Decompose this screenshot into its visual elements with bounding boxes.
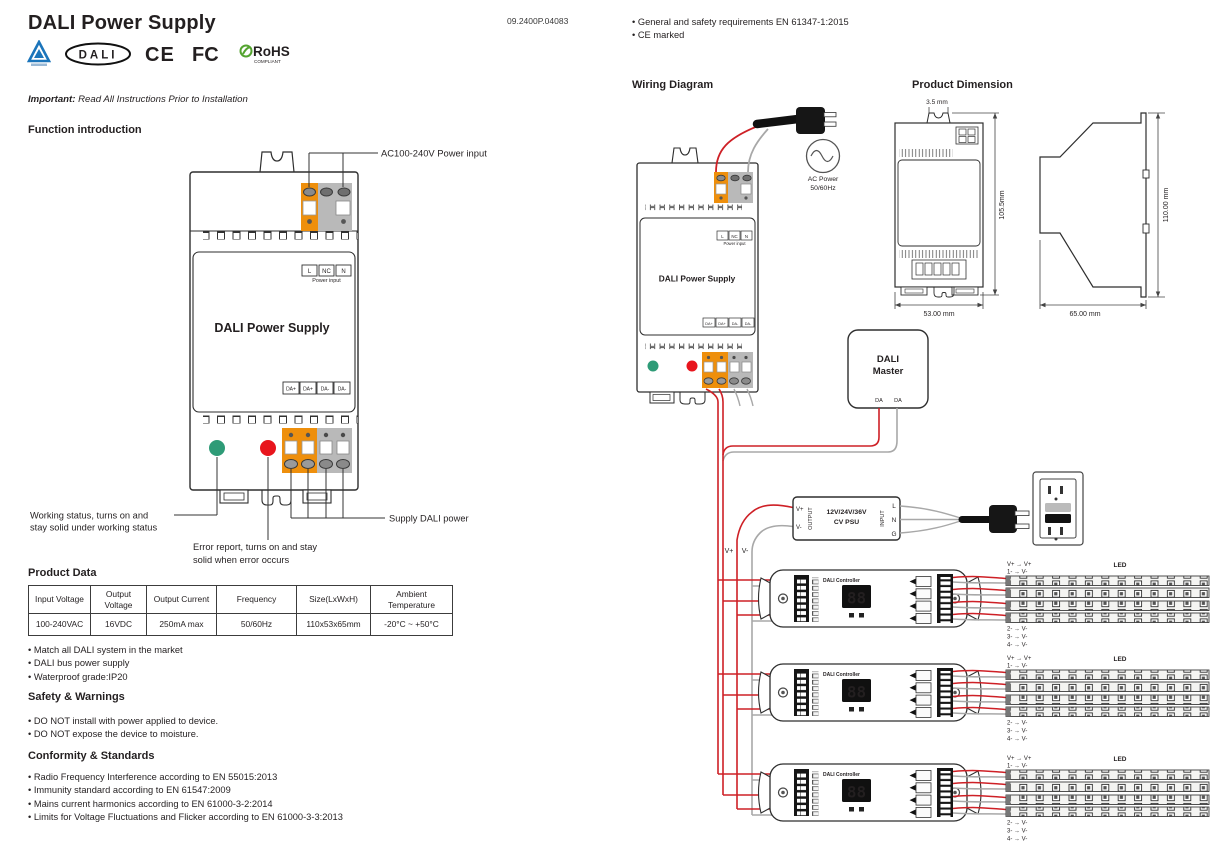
bullet-item: • Mains current harmonics according to EN 61000-3-2:2014 — [28, 798, 343, 811]
ce-mark-text: CE — [145, 44, 175, 66]
da-label: DA+ — [286, 386, 296, 393]
bullet-item: • Immunity standard according to EN 61547:2009 — [28, 784, 343, 797]
working-status-led — [648, 361, 659, 372]
certification-logos — [27, 40, 299, 68]
dali-logo-text: DALI — [78, 49, 118, 62]
dali-master-label: Master — [872, 366, 904, 377]
cell-input-voltage: 100-240VAC — [29, 614, 91, 636]
da-label: DA- — [320, 386, 330, 393]
doc-number: 09.2400P.04083 — [507, 16, 569, 26]
important-label: Important: — [28, 94, 76, 105]
svg-text:DA-: DA- — [744, 321, 752, 326]
psu-bottom-terminals — [282, 428, 352, 473]
function-introduction-figure — [20, 138, 520, 570]
bus-vplus-label: V+ — [724, 548, 734, 555]
error-led — [260, 440, 276, 456]
ac-freq-label: 50/60Hz — [810, 185, 836, 192]
rohs-text: RoHS — [253, 44, 290, 59]
power-plug — [989, 505, 1017, 533]
conformity-bullets — [28, 771, 343, 825]
col-header: Input Voltage — [29, 586, 91, 614]
bullet-item: • DO NOT expose the device to moisture. — [28, 728, 218, 741]
feature-bullets — [28, 644, 183, 684]
dimension-side-view — [1040, 113, 1170, 318]
dali-master — [848, 330, 928, 408]
dali-master-label: DALI — [876, 354, 900, 365]
dali-logo — [64, 42, 132, 66]
power-input-label: Power input — [312, 278, 341, 284]
working-status-led — [209, 440, 225, 456]
dim-side-height: 110.00 mm — [1163, 187, 1170, 223]
cell-ambient-temp: -20°C ~ +50°C — [371, 614, 453, 636]
svg-text:DA+: DA+ — [718, 321, 726, 326]
terminal-nc-label: NC — [322, 269, 331, 276]
psu-n-label: N — [891, 517, 897, 524]
cell-frequency: 50/60Hz — [217, 614, 297, 636]
safety-bullets — [28, 715, 218, 742]
page-title: DALI Power Supply — [28, 12, 216, 34]
supply-dali-annotation: Supply DALI power — [389, 513, 469, 524]
standards-bullets — [632, 16, 849, 43]
col-header: Ambient Temperature — [371, 586, 453, 614]
col-header: Output Current — [147, 586, 217, 614]
terminal-n-label: N — [744, 233, 749, 239]
heading-wiring-diagram: Wiring Diagram — [632, 79, 714, 91]
dim-front-height: 105.5mm — [999, 190, 1006, 220]
wall-outlet — [1033, 472, 1083, 545]
psu-rating-label: 12V/24V/36V — [826, 509, 867, 516]
heading-product-data: Product Data — [28, 567, 97, 579]
psu-input-label: INPUT — [880, 510, 886, 527]
product-data-table — [28, 585, 453, 636]
psu-output-label: OUTPUT — [808, 507, 814, 530]
da-terminal-label: DA — [875, 398, 883, 404]
bus-vminus-label: V- — [741, 548, 749, 555]
working-status-annotation: Working status, turns on and — [30, 510, 149, 521]
col-header: Output Voltage — [91, 586, 147, 614]
psu-vplus-label: V+ — [796, 507, 804, 513]
heading-conformity-standards: Conformity & Standards — [28, 750, 155, 762]
table-value-row — [29, 614, 453, 636]
bullet-item: • Waterproof grade:IP20 — [28, 671, 183, 684]
terminal-n-label: N — [341, 269, 346, 276]
ac-power-label: AC Power — [807, 176, 839, 183]
heading-product-dimension: Product Dimension — [912, 79, 1013, 91]
important-text: Read All Instructions Prior to Installation — [78, 94, 248, 105]
psu-g-label: G — [891, 531, 897, 538]
rohs-sub-text: COMPLIANT — [254, 59, 281, 64]
vent-row — [203, 232, 358, 240]
bullet-item: • DALI bus power supply — [28, 657, 183, 670]
wiring-and-dimension-figure — [620, 95, 1211, 856]
fcc-mark-text: FC — [192, 44, 219, 66]
power-input-label: Power input — [723, 241, 746, 246]
bullet-item: • Limits for Voltage Fluctuations and Flicker according to EN 61000-3-3:2013 — [28, 811, 343, 824]
dali-controller-row — [718, 656, 1209, 743]
col-header: Frequency — [217, 586, 297, 614]
rohs-logo — [239, 41, 299, 67]
device-name-label: DALI Power Supply — [214, 321, 330, 335]
da-label: DA+ — [303, 386, 313, 393]
wiring-psu-device — [637, 148, 758, 404]
dimension-front-view — [895, 99, 1006, 318]
bullet-item: • Radio Frequency Interference according to EN 55015:2013 — [28, 771, 343, 784]
bullet-item: • Match all DALI system in the market — [28, 644, 183, 657]
cv-psu — [793, 497, 900, 540]
terminal-nc-label: NC — [731, 233, 738, 239]
dali-controller-row — [718, 756, 1209, 843]
table-header-row — [29, 586, 453, 614]
da-terminal-label: DA — [894, 398, 902, 404]
dali-controller-row — [718, 562, 1209, 649]
psu-feet — [220, 490, 331, 505]
ac-input-annotation: AC100-240V Power input — [381, 147, 487, 159]
bullet-item: • CE marked — [632, 29, 849, 42]
col-header: Size(LxWxH) — [297, 586, 371, 614]
fcc-mark-icon — [192, 42, 226, 66]
dim-ear-width: 3.5 mm — [926, 99, 948, 106]
terminal-l-label: L — [721, 233, 724, 239]
heading-function-introduction: Function introduction — [28, 124, 142, 136]
terminal-l-label: L — [307, 269, 312, 276]
cell-size: 110x53x65mm — [297, 614, 371, 636]
psu-type-label: CV PSU — [833, 519, 860, 526]
working-status-annotation: stay solid under working status — [30, 522, 158, 533]
da-label: DA- — [337, 386, 347, 393]
svg-text:DA-: DA- — [731, 321, 739, 326]
dim-side-width: 65.00 mm — [1069, 311, 1101, 318]
bullet-item: • General and safety requirements EN 61347-1:2015 — [632, 16, 849, 29]
error-led — [687, 361, 698, 372]
important-note — [28, 94, 248, 105]
error-annotation: Error report, turns on and stay — [193, 542, 318, 552]
heading-safety-warnings: Safety & Warnings — [28, 691, 125, 703]
psu-vminus-label: V- — [796, 525, 802, 531]
psu-top-terminals — [301, 183, 352, 231]
vent-row — [203, 416, 358, 424]
ce-mark-icon — [145, 42, 179, 66]
psu-l-label: L — [892, 503, 896, 510]
svg-text:DA+: DA+ — [705, 321, 713, 326]
mains-connection — [900, 472, 1083, 545]
cell-output-current: 250mA max — [147, 614, 217, 636]
dim-front-width: 53.00 mm — [923, 311, 955, 318]
triangle-cert-icon — [27, 40, 51, 68]
power-plug — [796, 107, 825, 134]
power-cord — [757, 119, 798, 124]
error-annotation: solid when error occurs — [193, 555, 290, 565]
cell-output-voltage: 16VDC — [91, 614, 147, 636]
bullet-item: • DO NOT install with power applied to device. — [28, 715, 218, 728]
device-name-label: DALI Power Supply — [658, 273, 736, 284]
